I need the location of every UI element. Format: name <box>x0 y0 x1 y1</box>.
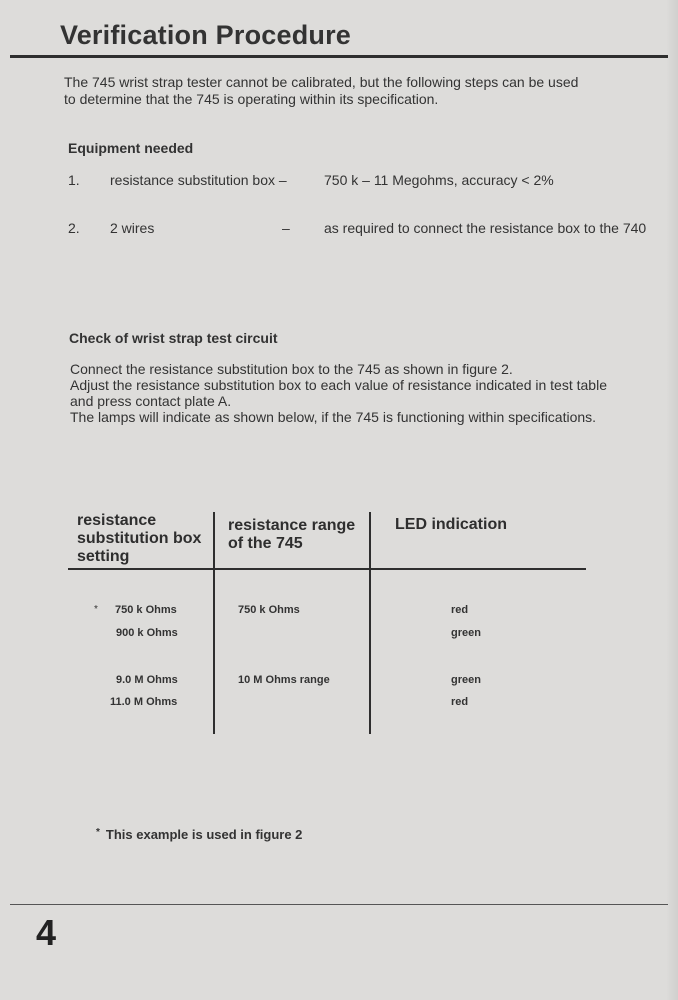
instruction-line: and press contact plate A. <box>70 393 232 409</box>
title-underline <box>10 55 668 58</box>
column-header-setting <box>77 512 201 566</box>
header-line: substitution box <box>77 530 202 547</box>
intro-line: The 745 wrist strap tester cannot be calibrated, but the following steps can be used <box>64 74 579 90</box>
equipment-item-name: 2 wires <box>110 220 155 236</box>
setting-cell: 11.0 M Ohms <box>110 696 178 708</box>
range-cell: 750 k Ohms <box>238 604 300 616</box>
instruction-line: Adjust the resistance substitution box to each value of resistance indicated in test table <box>70 377 607 393</box>
column-header-led <box>395 516 507 534</box>
equipment-item-dash: – <box>282 220 290 236</box>
setting-cell: 900 k Ohms <box>116 627 178 639</box>
header-rule <box>68 568 586 570</box>
instruction-line: Connect the resistance substitution box to the 745 as shown in figure 2. <box>70 361 513 377</box>
setting-cell: 9.0 M Ohms <box>116 674 178 686</box>
footnote-marker: * <box>96 827 100 838</box>
equipment-item-number: 2. <box>68 220 80 236</box>
header-line: setting <box>77 548 130 565</box>
column-header-range <box>228 517 355 553</box>
equipment-item-spec: as required to connect the resistance box to the 740 <box>324 220 647 236</box>
footnote <box>96 827 302 842</box>
intro-paragraph <box>64 74 644 108</box>
equipment-item-number: 1. <box>68 172 80 188</box>
header-line: resistance <box>77 512 157 529</box>
header-line: LED indication <box>395 516 507 533</box>
equipment-item-spec: 750 k – 11 Megohms, accuracy < 2% <box>324 172 554 188</box>
led-cell: green <box>451 627 481 639</box>
equipment-item-name: resistance substitution box – <box>110 172 287 188</box>
instruction-line: The lamps will indicate as shown below, if the 745 is functioning within specifications. <box>70 409 597 425</box>
led-cell: green <box>451 674 481 686</box>
column-divider <box>369 512 371 734</box>
header-line: resistance range <box>228 517 356 534</box>
column-divider <box>213 512 215 734</box>
range-cell: 10 M Ohms range <box>238 674 330 686</box>
check-instructions <box>70 361 650 425</box>
page-title: Verification Procedure <box>60 20 351 50</box>
page-number: 4 <box>36 912 57 953</box>
intro-line: to determine that the 745 is operating within its specification. <box>64 91 439 107</box>
setting-cell: 750 k Ohms <box>115 604 177 616</box>
check-heading: Check of wrist strap test circuit <box>69 330 278 346</box>
example-marker: * <box>94 604 98 615</box>
led-cell: red <box>451 604 469 616</box>
footer-rule <box>10 904 668 905</box>
footnote-text: This example is used in figure 2 <box>105 827 303 842</box>
page-edge-shadow <box>666 0 678 1000</box>
header-line: of the 745 <box>228 535 303 552</box>
equipment-heading: Equipment needed <box>68 140 194 156</box>
led-cell: red <box>451 696 469 708</box>
